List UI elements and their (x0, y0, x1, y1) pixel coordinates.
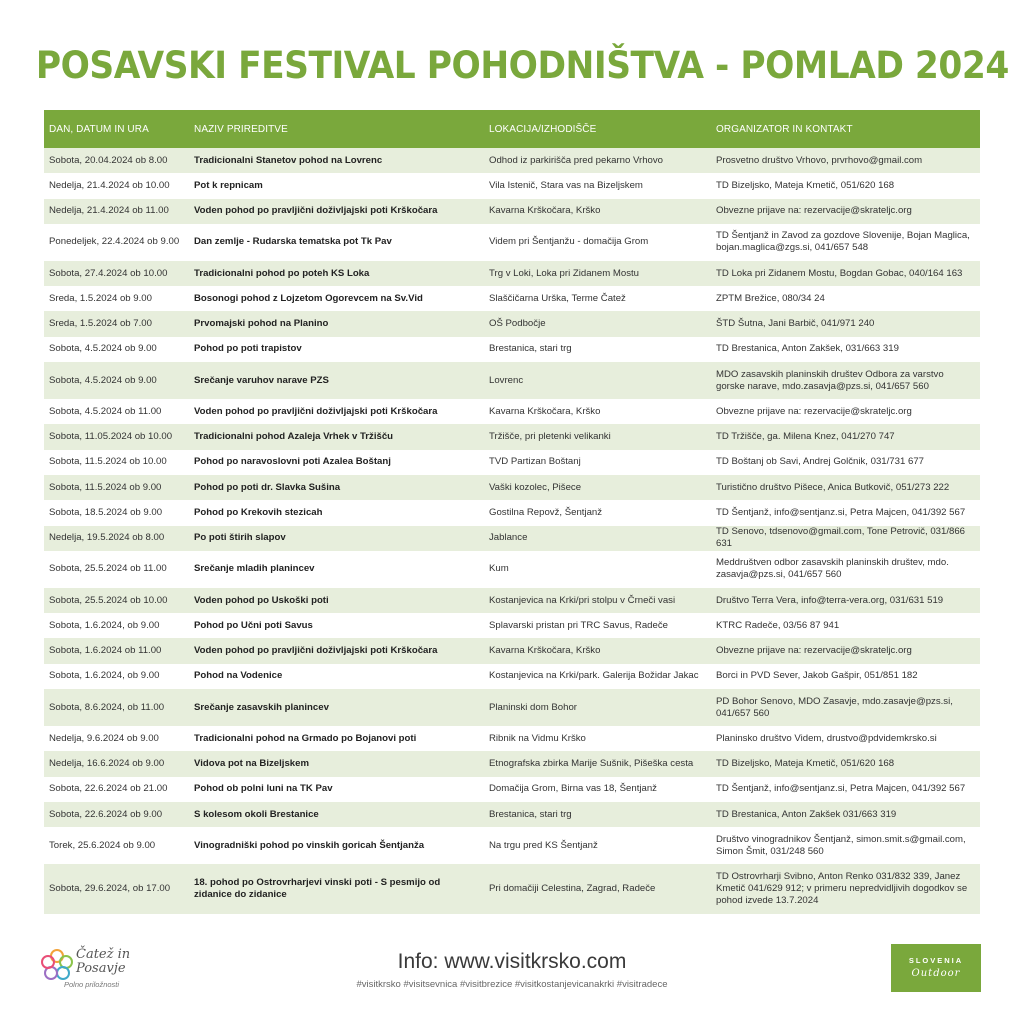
table-row (44, 450, 980, 475)
row-location: Na trgu pred KS Šentjanž (484, 827, 711, 864)
row-location: Kostanjevica na Krki/park. Galerija Božidar Jakac (484, 664, 711, 689)
row-date: Sobota, 8.6.2024, ob 11.00 (44, 689, 189, 726)
row-location: Brestanica, stari trg (484, 802, 711, 827)
row-date: Sobota, 22.6.2024 ob 21.00 (44, 777, 189, 802)
row-date: Nedelja, 19.5.2024 ob 8.00 (44, 526, 189, 551)
row-organizer: Društvo vinogradnikov Šentjanž, simon.smit.s@gmail.com, Simon Šmit, 031/248 560 (711, 827, 980, 864)
row-event-name: Prvomajski pohod na Planino (189, 311, 484, 336)
row-event-name: Vinogradniški pohod po vinskih goricah Šentjanža (189, 827, 484, 864)
header-event-name: NAZIV PRIREDITVE (189, 110, 484, 148)
row-organizer: ŠTD Šutna, Jani Barbič, 041/971 240 (711, 311, 980, 336)
row-date: Sreda, 1.5.2024 ob 7.00 (44, 311, 189, 336)
row-organizer: TD Ostrovrharji Svibno, Anton Renko 031/832 339, Janez Kmetič 041/629 912; v primeru nepredvidljivih dogodkov se pohod izvede 13.7.2024 (711, 864, 980, 914)
row-organizer: TD Tržišče, ga. Milena Knez, 041/270 747 (711, 424, 980, 449)
info-website: Info: www.visitkrsko.com (397, 950, 627, 973)
row-location: Kostanjevica na Krki/pri stolpu v Črneči vasi (484, 588, 711, 613)
table-row (44, 827, 980, 864)
row-date: Sobota, 11.5.2024 ob 10.00 (44, 450, 189, 475)
row-event-name: Tradicionalni pohod Azaleja Vrhek v Tržišču (189, 424, 484, 449)
table-row (44, 500, 980, 525)
header-organizer: ORGANIZATOR IN KONTAKT (711, 110, 980, 148)
row-location: Etnografska zbirka Marije Sušnik, Pišeška cesta (484, 751, 711, 776)
row-organizer: Obvezne prijave na: rezervacije@skrateljc.org (711, 199, 980, 224)
table-row (44, 362, 980, 399)
table-row (44, 311, 980, 336)
row-location: Odhod iz parkirišča pred pekarno Vrhovo (484, 148, 711, 173)
table-row (44, 337, 980, 362)
row-date: Sobota, 4.5.2024 ob 11.00 (44, 399, 189, 424)
row-event-name: Pohod ob polni luni na TK Pav (189, 777, 484, 802)
row-event-name: Voden pohod po pravljični doživljajski poti Krškočara (189, 638, 484, 663)
row-event-name: Pohod po Učni poti Savus (189, 613, 484, 638)
row-event-name: Dan zemlje - Rudarska tematska pot Tk Pav (189, 224, 484, 261)
row-date: Nedelja, 21.4.2024 ob 10.00 (44, 173, 189, 198)
row-event-name: Srečanje varuhov narave PZS (189, 362, 484, 399)
table-row (44, 751, 980, 776)
row-date: Sobota, 27.4.2024 ob 10.00 (44, 261, 189, 286)
row-location: Kavarna Krškočara, Krško (484, 399, 711, 424)
row-organizer: KTRC Radeče, 03/56 87 941 (711, 613, 980, 638)
row-date: Sreda, 1.5.2024 ob 9.00 (44, 286, 189, 311)
row-organizer: TD Šentjanž, info@sentjanz.si, Petra Majcen, 041/392 567 (711, 777, 980, 802)
row-event-name: Tradicionalni Stanetov pohod na Lovrenc (189, 148, 484, 173)
table-row (44, 261, 980, 286)
row-organizer: Društvo Terra Vera, info@terra-vera.org, 031/631 519 (711, 588, 980, 613)
row-date: Sobota, 25.5.2024 ob 10.00 (44, 588, 189, 613)
row-date: Sobota, 22.6.2024 ob 9.00 (44, 802, 189, 827)
row-organizer: MDO zasavskih planinskih društev Odbora za varstvo gorske narave, mdo.zasavja@pzs.si, 041/657 560 (711, 362, 980, 399)
row-date: Nedelja, 9.6.2024 ob 9.00 (44, 726, 189, 751)
table-row (44, 199, 980, 224)
table-row (44, 475, 980, 500)
row-organizer: TD Brestanica, Anton Zakšek, 031/663 319 (711, 337, 980, 362)
row-event-name: Voden pohod po Uskoški poti (189, 588, 484, 613)
table-body (44, 148, 980, 914)
row-organizer: TD Bizeljsko, Mateja Kmetič, 051/620 168 (711, 173, 980, 198)
row-location: Jablance (484, 526, 711, 551)
row-event-name: Voden pohod po pravljični doživljajski poti Krškočara (189, 199, 484, 224)
row-location: Tržišče, pri pletenki velikanki (484, 424, 711, 449)
logo-right-line2: Outdoor (911, 968, 961, 979)
logo-slogan: Polno priložnosti (64, 980, 120, 989)
row-location: Slaščičarna Urška, Terme Čatež (484, 286, 711, 311)
row-date: Sobota, 18.5.2024 ob 9.00 (44, 500, 189, 525)
table-row (44, 286, 980, 311)
row-location: TVD Partizan Boštanj (484, 450, 711, 475)
row-organizer: ZPTM Brežice, 080/34 24 (711, 286, 980, 311)
row-date: Nedelja, 21.4.2024 ob 11.00 (44, 199, 189, 224)
row-event-name: Po poti štirih slapov (189, 526, 484, 551)
row-location: Videm pri Šentjanžu - domačija Grom (484, 224, 711, 261)
row-organizer: TD Bizeljsko, Mateja Kmetič, 051/620 168 (711, 751, 980, 776)
table-row (44, 424, 980, 449)
row-event-name: S kolesom okoli Brestanice (189, 802, 484, 827)
header-date: DAN, DATUM IN URA (44, 110, 189, 148)
row-date: Sobota, 11.05.2024 ob 10.00 (44, 424, 189, 449)
table-row (44, 224, 980, 261)
row-event-name: Voden pohod po pravljični doživljajski poti Krškočara (189, 399, 484, 424)
row-event-name: Pohod po poti dr. Slavka Sušina (189, 475, 484, 500)
row-date: Sobota, 4.5.2024 ob 9.00 (44, 362, 189, 399)
row-location: Ribnik na Vidmu Krško (484, 726, 711, 751)
row-event-name: Pot k repnicam (189, 173, 484, 198)
row-organizer: TD Šentjanž, info@sentjanz.si, Petra Majcen, 041/392 567 (711, 500, 980, 525)
row-organizer: Turistično društvo Pišece, Anica Butkovič, 051/273 222 (711, 475, 980, 500)
row-event-name: Bosonogi pohod z Lojzetom Ogorevcem na Sv.Vid (189, 286, 484, 311)
header-location: LOKACIJA/IZHODIŠČE (484, 110, 711, 148)
row-location: Domačija Grom, Birna vas 18, Šentjanž (484, 777, 711, 802)
row-organizer: Obvezne prijave na: rezervacije@skrateljc.org (711, 638, 980, 663)
page-title: POSAVSKI FESTIVAL POHODNIŠTVA - POMLAD 2024 (35, 44, 1009, 87)
row-event-name: Tradicionalni pohod na Grmado po Bojanovi poti (189, 726, 484, 751)
table-row (44, 551, 980, 588)
logo-brand-text: Čatež in Posavje (76, 947, 131, 976)
row-location: Trg v Loki, Loka pri Zidanem Mostu (484, 261, 711, 286)
table-row (44, 399, 980, 424)
row-location: Kavarna Krškočara, Krško (484, 199, 711, 224)
row-date: Torek, 25.6.2024 ob 9.00 (44, 827, 189, 864)
row-event-name: 18. pohod po Ostrovrharjevi vinski poti - S pesmijo od zidanice do zidanice (189, 864, 484, 914)
row-organizer: Meddruštven odbor zasavskih planinskih društev, mdo. zasavja@pzs.si, 041/657 560 (711, 551, 980, 588)
table-row (44, 777, 980, 802)
row-event-name: Pohod na Vodenice (189, 664, 484, 689)
row-location: Kum (484, 551, 711, 588)
row-location: OŠ Podbočje (484, 311, 711, 336)
table-row (44, 802, 980, 827)
row-organizer: TD Loka pri Zidanem Mostu, Bogdan Gobac, 040/164 163 (711, 261, 980, 286)
events-table (44, 110, 980, 914)
table-row (44, 664, 980, 689)
table-row (44, 173, 980, 198)
row-location: Lovrenc (484, 362, 711, 399)
row-organizer: TD Boštanj ob Savi, Andrej Golčnik, 031/731 677 (711, 450, 980, 475)
row-date: Ponedeljek, 22.4.2024 ob 9.00 (44, 224, 189, 261)
row-event-name: Srečanje mladih planincev (189, 551, 484, 588)
hashtags: #visitkrsko #visitsevnica #visitbrezice #visitkostanjevicanakrki #visitradece (356, 979, 668, 990)
row-event-name: Srečanje zasavskih planincev (189, 689, 484, 726)
row-organizer: TD Šentjanž in Zavod za gozdove Slovenije, Bojan Maglica, bojan.maglica@zgs.si, 041/657 548 (711, 224, 980, 261)
row-event-name: Pohod po Krekovih stezicah (189, 500, 484, 525)
row-organizer: Prosvetno društvo Vrhovo, prvrhovo@gmail.com (711, 148, 980, 173)
table-row (44, 148, 980, 173)
row-date: Sobota, 20.04.2024 ob 8.00 (44, 148, 189, 173)
row-location: Planinski dom Bohor (484, 689, 711, 726)
row-organizer: TD Brestanica, Anton Zakšek 031/663 319 (711, 802, 980, 827)
row-location: Gostilna Repovž, Šentjanž (484, 500, 711, 525)
row-organizer: TD Senovo, tdsenovo@gmail.com, Tone Petrovič, 031/866 631 (711, 526, 980, 551)
table-row (44, 588, 980, 613)
slovenia-outdoor-logo (891, 944, 981, 992)
row-date: Nedelja, 16.6.2024 ob 9.00 (44, 751, 189, 776)
row-date: Sobota, 1.6.2024, ob 9.00 (44, 664, 189, 689)
row-location: Brestanica, stari trg (484, 337, 711, 362)
row-organizer: Obvezne prijave na: rezervacije@skrateljc.org (711, 399, 980, 424)
row-date: Sobota, 25.5.2024 ob 11.00 (44, 551, 189, 588)
row-event-name: Pohod po naravoslovni poti Azalea Boštanj (189, 450, 484, 475)
table-row (44, 638, 980, 663)
logo-right-line1: SLOVENIA (908, 956, 964, 965)
row-organizer: Planinsko društvo Videm, drustvo@pdvidemkrsko.si (711, 726, 980, 751)
row-event-name: Vidova pot na Bizeljskem (189, 751, 484, 776)
row-location: Vaški kozolec, Pišece (484, 475, 711, 500)
row-location: Kavarna Krškočara, Krško (484, 638, 711, 663)
row-event-name: Tradicionalni pohod po poteh KS Loka (189, 261, 484, 286)
row-event-name: Pohod po poti trapistov (189, 337, 484, 362)
table-row (44, 689, 980, 726)
table-row (44, 726, 980, 751)
row-location: Pri domačiji Celestina, Zagrad, Radeče (484, 864, 711, 914)
row-date: Sobota, 4.5.2024 ob 9.00 (44, 337, 189, 362)
row-location: Splavarski pristan pri TRC Savus, Radeče (484, 613, 711, 638)
table-row (44, 613, 980, 638)
table-header-row (44, 110, 980, 148)
table-row (44, 864, 980, 914)
table-row (44, 526, 980, 551)
row-date: Sobota, 11.5.2024 ob 9.00 (44, 475, 189, 500)
row-date: Sobota, 29.6.2024, ob 17.00 (44, 864, 189, 914)
row-location: Vila Istenič, Stara vas na Bizeljskem (484, 173, 711, 198)
row-date: Sobota, 1.6.2024 ob 11.00 (44, 638, 189, 663)
row-date: Sobota, 1.6.2024, ob 9.00 (44, 613, 189, 638)
row-organizer: PD Bohor Senovo, MDO Zasavje, mdo.zasavje@pzs.si, 041/657 560 (711, 689, 980, 726)
events-table-wrapper (44, 110, 980, 914)
row-organizer: Borci in PVD Sever, Jakob Gašpir, 051/851 182 (711, 664, 980, 689)
